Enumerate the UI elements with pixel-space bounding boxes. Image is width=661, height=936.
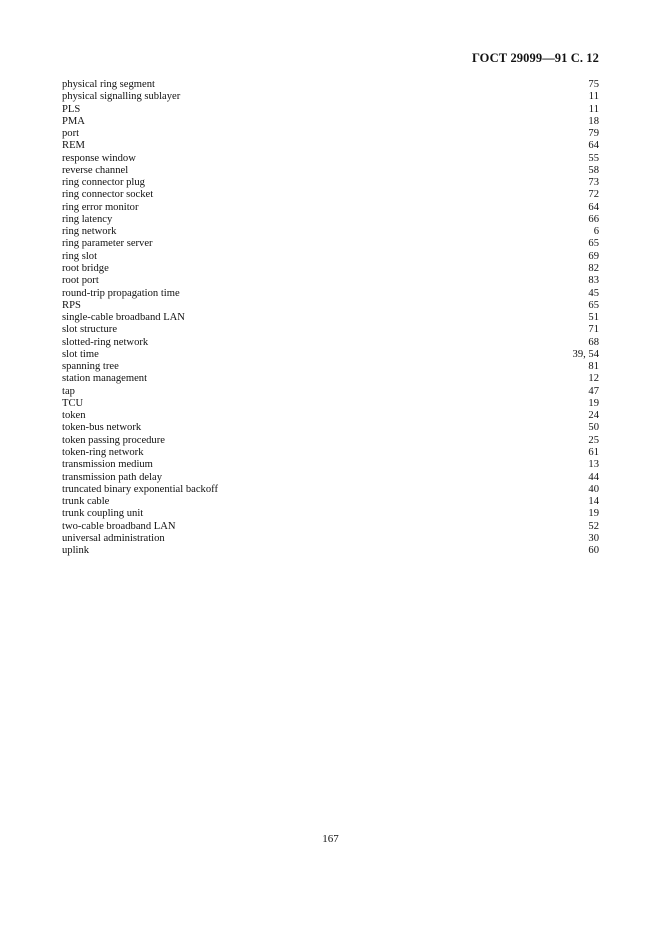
index-term: ring network [62,226,117,238]
index-page-ref: 50 [588,422,599,434]
index-page-ref: 66 [588,213,599,225]
index-term: round-trip propagation time [62,287,180,299]
index-term: spanning tree [62,361,119,373]
index-page-ref: 65 [588,238,599,250]
index-page-ref: 83 [588,275,599,287]
index-term: single-cable broadband LAN [62,312,185,324]
index-term: token-bus network [62,422,142,434]
index-entry [62,165,599,177]
index-entry [62,312,599,324]
index-term: RPS [62,299,81,311]
index-page-ref: 39, 54 [572,348,599,360]
index-list [62,79,599,557]
index-page-ref: 52 [588,520,599,532]
index-term: trunk coupling unit [62,508,144,520]
index-entry [62,398,599,410]
index-page-ref: 64 [588,140,599,152]
index-page-ref: 51 [588,312,599,324]
index-entry [62,373,599,385]
index-entry [62,177,599,189]
index-page-ref: 82 [588,262,599,274]
index-term: TCU [62,397,84,409]
index-entry [62,238,599,250]
index-entry [62,214,599,226]
index-page-ref: 14 [588,496,599,508]
index-term: token [62,410,86,422]
index-page-ref: 75 [588,79,599,90]
index-term: two-cable broadband LAN [62,520,176,532]
index-page-ref: 19 [588,508,599,520]
index-entry [62,324,599,336]
index-entry [62,386,599,398]
index-entry [62,153,599,165]
index-term: token passing procedure [62,434,165,446]
index-entry [62,447,599,459]
index-page-ref: 69 [588,250,599,262]
index-page-ref: 71 [588,324,599,336]
index-entry [62,459,599,471]
index-term: port [62,128,80,140]
index-page-ref: 25 [588,434,599,446]
index-page-ref: 30 [588,532,599,544]
index-term: ring connector socket [62,189,154,201]
page-number: 167 [322,833,339,845]
index-page-ref: 73 [588,177,599,189]
index-page-ref: 61 [588,446,599,458]
index-term: slotted-ring network [62,336,149,348]
index-term: response window [62,152,136,164]
index-page-ref: 72 [588,189,599,201]
index-entry [62,472,599,484]
index-page-ref: 55 [588,152,599,164]
index-page-ref: 79 [588,128,599,140]
document-header: ГОСТ 29099—91 С. 12 [471,51,599,65]
index-term: ring connector plug [62,177,145,189]
index-page-ref: 58 [588,164,599,176]
index-page-ref: 11 [588,91,599,103]
index-page-ref: 65 [588,299,599,311]
index-term: root bridge [62,262,109,274]
index-entry [62,128,599,140]
index-page-ref: 11 [588,103,599,115]
index-entry [62,484,599,496]
index-entry [62,91,599,103]
index-term: universal administration [62,532,165,544]
index-entry [62,275,599,287]
index-term: ring slot [62,250,98,262]
index-term: token-ring network [62,446,144,458]
index-entry [62,533,599,545]
index-term: station management [62,373,148,385]
index-page-ref: 19 [588,397,599,409]
index-page-ref: 24 [588,410,599,422]
index-term: ring parameter server [62,238,153,250]
index-entry [62,189,599,201]
index-entry [62,140,599,152]
index-term: reverse channel [62,164,129,176]
index-entry [62,79,599,91]
index-term: uplink [62,545,90,557]
index-page-ref: 12 [588,373,599,385]
index-page-ref: 81 [588,361,599,373]
index-page-ref: 13 [588,459,599,471]
index-page-ref: 40 [588,483,599,495]
index-page-ref: 6 [593,226,599,238]
index-entry [62,337,599,349]
index-term: REM [62,140,85,152]
index-entry [62,116,599,128]
index-term: ring error monitor [62,201,139,213]
index-term: transmission medium [62,459,153,471]
index-entry [62,410,599,422]
index-entry [62,263,599,275]
index-term: tap [62,385,75,397]
index-page-ref: 45 [588,287,599,299]
index-entry [62,496,599,508]
index-entry [62,202,599,214]
index-entry [62,521,599,533]
index-term: slot time [62,348,99,360]
index-page-ref: 68 [588,336,599,348]
index-entry [62,361,599,373]
index-page-ref: 18 [588,115,599,127]
index-entry [62,422,599,434]
index-term: ring latency [62,213,113,225]
index-entry [62,104,599,116]
index-entry [62,251,599,263]
index-page-ref: 60 [588,545,599,557]
index-page-ref: 64 [588,201,599,213]
index-term: PMA [62,115,85,127]
index-term: physical ring segment [62,79,155,90]
index-term: trunk cable [62,496,110,508]
index-term: transmission path delay [62,471,163,483]
index-entry [62,435,599,447]
index-page-ref: 44 [588,471,599,483]
index-entry [62,349,599,361]
index-term: physical signalling sublayer [62,91,181,103]
index-entry [62,300,599,312]
index-entry [62,288,599,300]
index-page-ref: 47 [588,385,599,397]
index-entry [62,226,599,238]
index-term: slot structure [62,324,118,336]
index-term: PLS [62,103,81,115]
index-entry [62,545,599,557]
index-term: root port [62,275,99,287]
index-entry [62,508,599,520]
index-term: truncated binary exponential backoff [62,483,218,495]
